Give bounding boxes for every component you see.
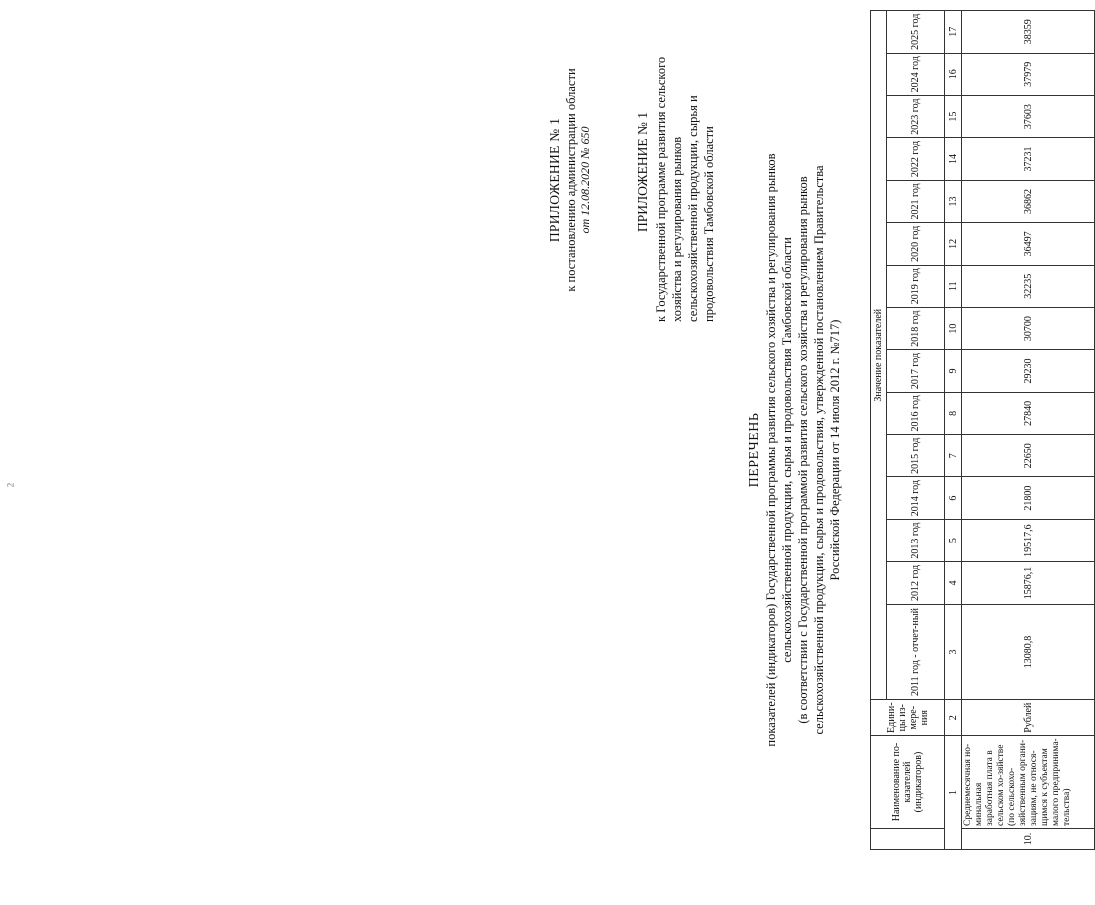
row-value: 15876,1: [962, 562, 1095, 604]
appendix-title: ПРИЛОЖЕНИЕ № 1: [547, 117, 562, 243]
appendix-header: [547, 30, 593, 330]
program-appendix: [635, 22, 717, 322]
column-number: 4: [945, 562, 962, 604]
column-number: 17: [945, 11, 962, 54]
row-value: 36862: [962, 180, 1095, 222]
header-year: 2021 год: [887, 180, 945, 222]
column-number: 13: [945, 180, 962, 222]
header-name: Наименование по-казателей (индикаторов): [871, 736, 945, 829]
header-year: 2018 год: [887, 307, 945, 349]
header-values-group: Значение показателей: [871, 11, 887, 700]
column-number: 10: [945, 307, 962, 349]
column-number: 15: [945, 95, 962, 137]
header-year: 2025 год: [887, 11, 945, 54]
appendix-reference: к постановлению администрации области: [564, 68, 578, 292]
row-value: 36497: [962, 223, 1095, 265]
row-value: 27840: [962, 392, 1095, 434]
appendix-date-number: от 12.08.2020 № 650: [578, 126, 592, 234]
header-year: 2019 год: [887, 265, 945, 307]
table-row: [962, 11, 1095, 850]
column-number: 14: [945, 138, 962, 180]
column-number: 2: [945, 700, 962, 736]
header-year: 2012 год: [887, 562, 945, 604]
header-no: [871, 829, 945, 850]
row-value: 37979: [962, 53, 1095, 95]
row-unit: Рублей: [962, 700, 1095, 736]
rotated-page: [545, 10, 1075, 890]
row-value: 30700: [962, 307, 1095, 349]
document-heading: [747, 10, 843, 890]
column-number: 3: [945, 604, 962, 700]
row-value: 29230: [962, 350, 1095, 392]
row-value: 22650: [962, 435, 1095, 477]
row-number: 10.: [962, 829, 1095, 850]
column-number: 11: [945, 265, 962, 307]
row-value: 37231: [962, 138, 1095, 180]
header-year: 2022 год: [887, 138, 945, 180]
column-number: 5: [945, 519, 962, 561]
header-year: 2015 год: [887, 435, 945, 477]
header-unit: Едини-цы из-мере-ния: [871, 700, 945, 736]
column-number: 6: [945, 477, 962, 519]
header-year: 2014 год: [887, 477, 945, 519]
row-indicator-name: Среднемесячная но-минальная заработная плата в сельском хо-зяйстве (по сельскохо-зяйственным органи-зациям, не относя-щимся к субъектам малого предпринима-тельства): [962, 736, 1095, 829]
header-year: 2020 год: [887, 223, 945, 265]
column-number: 16: [945, 53, 962, 95]
page-number: 2: [5, 482, 16, 488]
row-value: 19517,6: [962, 519, 1095, 561]
header-year: 2013 год: [887, 519, 945, 561]
column-number: 12: [945, 223, 962, 265]
header-year: 2017 год: [887, 350, 945, 392]
indicators-table: [870, 10, 1095, 850]
document-title: ПЕРЕЧЕНЬ: [747, 412, 762, 488]
header-year: 2023 год: [887, 95, 945, 137]
header-year: 2011 год - отчет-ный: [887, 604, 945, 700]
column-number: 7: [945, 435, 962, 477]
row-value: 32235: [962, 265, 1095, 307]
row-value: 21800: [962, 477, 1095, 519]
program-appendix-title: ПРИЛОЖЕНИЕ № 1: [635, 111, 650, 233]
document-subtitle: показателей (индикаторов) Государственной программы развития сельского хозяйства и регулирования рынков сельскохозяйственной продукции, сырья и продовольствия Тамбовской области: [764, 153, 794, 747]
document-basis: (в соответствии с Государственной программой развития сельского хозяйства и регулирования рынков сельскохозяйственной продукции, сырья и продовольствия, утвержденной постановлением Правительства Российской Федерации от 14 июля 2012 г. №717): [796, 165, 842, 735]
row-value: 38359: [962, 11, 1095, 54]
program-appendix-text: к Государственной программе развития сельского хозяйства и регулирования рынков сельскохозяйственной продукции, сырья и продовольствия Тамбовской области: [654, 56, 716, 322]
header-year: 2024 год: [887, 53, 945, 95]
row-value: 13080,8: [962, 604, 1095, 700]
row-value: 37603: [962, 95, 1095, 137]
column-number: 9: [945, 350, 962, 392]
header-year: 2016 год: [887, 392, 945, 434]
column-number: 8: [945, 392, 962, 434]
column-number: 1: [945, 736, 962, 850]
